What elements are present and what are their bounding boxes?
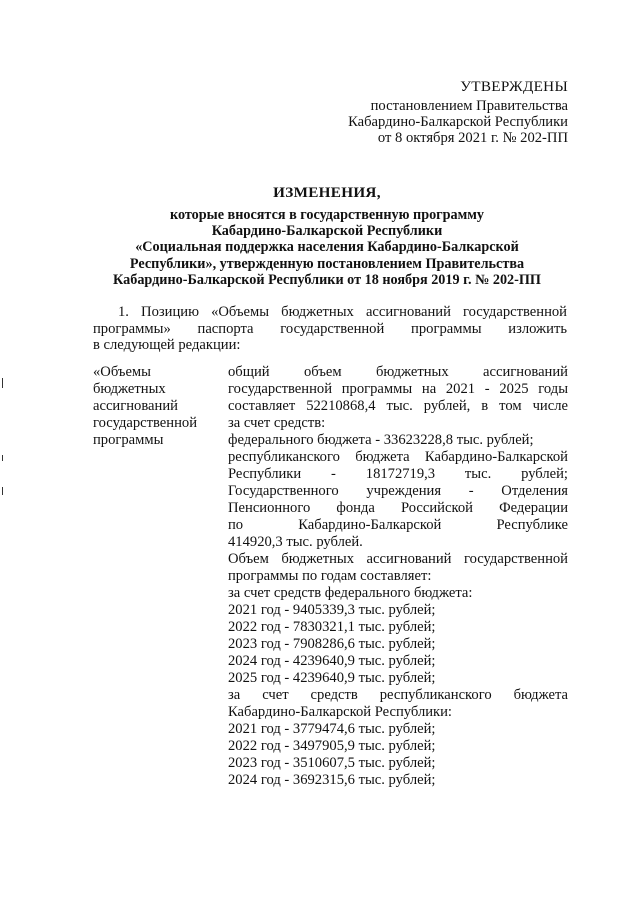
value-line: 2024 год - 3692315,6 тыс. рублей; bbox=[228, 772, 436, 788]
title-line: «Социальная поддержка населения Кабардино-Балкарской bbox=[135, 239, 519, 256]
value-line: Республики - 18172719,3 тыс. рублей; bbox=[228, 466, 568, 482]
value-line: Пенсионного фонда Российской Федерации bbox=[228, 500, 568, 516]
approval-line: от 8 октября 2021 г. № 202-ПП bbox=[377, 129, 568, 146]
paragraph-line: в следующей редакции: bbox=[93, 337, 241, 354]
value-line: 2022 год - 7830321,1 тыс. рублей; bbox=[228, 619, 436, 635]
value-line: 2025 год - 4239640,9 тыс. рублей; bbox=[228, 670, 436, 686]
position-name-line: программы bbox=[93, 432, 164, 448]
value-line: 2022 год - 3497905,9 тыс. рублей; bbox=[228, 738, 436, 754]
scan-edge-mark bbox=[2, 455, 3, 461]
value-line: республиканского бюджета Кабардино-Балкарской bbox=[228, 449, 568, 465]
title-main: ИЗМЕНЕНИЯ, bbox=[273, 184, 381, 201]
title-line: Кабардино-Балкарской Республики от 18 ноября 2019 г. № 202-ПП bbox=[113, 272, 541, 289]
value-line: Кабардино-Балкарской Республики: bbox=[228, 704, 452, 720]
position-name-column bbox=[93, 364, 226, 789]
title-line: которые вносятся в государственную программу bbox=[169, 206, 485, 223]
position-name-line: «Объемы bbox=[93, 364, 151, 380]
paragraph-line: программы» паспорта государственной программы изложить bbox=[93, 320, 567, 337]
value-line: по Кабардино-Балкарской Республике bbox=[228, 517, 568, 533]
title-line: Кабардино-Балкарской Республики bbox=[211, 223, 443, 239]
paragraph-line: 1. Позицию «Объемы бюджетных ассигнований государственной bbox=[118, 304, 567, 320]
approval-stamp bbox=[300, 79, 568, 146]
value-line: 2023 год - 3510607,5 тыс. рублей; bbox=[228, 755, 436, 771]
position-name-line: ассигнований bbox=[93, 398, 178, 414]
value-line: Государственного учреждения - Отделения bbox=[228, 483, 568, 499]
value-line: за счет средств: bbox=[228, 415, 326, 431]
document-title bbox=[88, 185, 566, 289]
value-line: за счет средств федерального бюджета: bbox=[228, 585, 473, 601]
approval-line: постановлением Правительства bbox=[370, 97, 568, 114]
value-line: государственной программы на 2021 - 2025 годы bbox=[228, 381, 568, 397]
title-line: Республики», утвержденную постановлением Правительства bbox=[129, 255, 525, 272]
value-line: федерального бюджета - 33623228,8 тыс. рублей; bbox=[228, 432, 534, 448]
approval-heading: УТВЕРЖДЕНЫ bbox=[460, 78, 568, 95]
value-line: 2021 год - 3779474,6 тыс. рублей; bbox=[228, 721, 436, 737]
value-line: 2021 год - 9405339,3 тыс. рублей; bbox=[228, 602, 436, 618]
position-name-line: бюджетных bbox=[93, 381, 166, 397]
value-line: 2023 год - 7908286,6 тыс. рублей; bbox=[228, 636, 436, 652]
value-line: 2024 год - 4239640,9 тыс. рублей; bbox=[228, 653, 436, 669]
scan-edge-mark bbox=[2, 487, 3, 495]
value-line: общий объем бюджетных ассигнований bbox=[228, 364, 568, 380]
position-value-column bbox=[228, 364, 568, 789]
value-line: 414920,3 тыс. рублей. bbox=[228, 534, 363, 550]
value-line: Объем бюджетных ассигнований государственной bbox=[228, 551, 568, 567]
paragraph-1 bbox=[93, 304, 567, 354]
position-name-line: государственной bbox=[93, 415, 198, 431]
value-line: за счет средств республиканского бюджета bbox=[228, 687, 568, 703]
value-line: программы по годам составляет: bbox=[228, 568, 432, 584]
approval-line: Кабардино-Балкарской Республики bbox=[348, 113, 568, 130]
scan-edge-mark bbox=[2, 378, 3, 388]
budget-position-table bbox=[93, 364, 568, 789]
value-line: составляет 52210868,4 тыс. рублей, в том числе bbox=[228, 398, 568, 414]
